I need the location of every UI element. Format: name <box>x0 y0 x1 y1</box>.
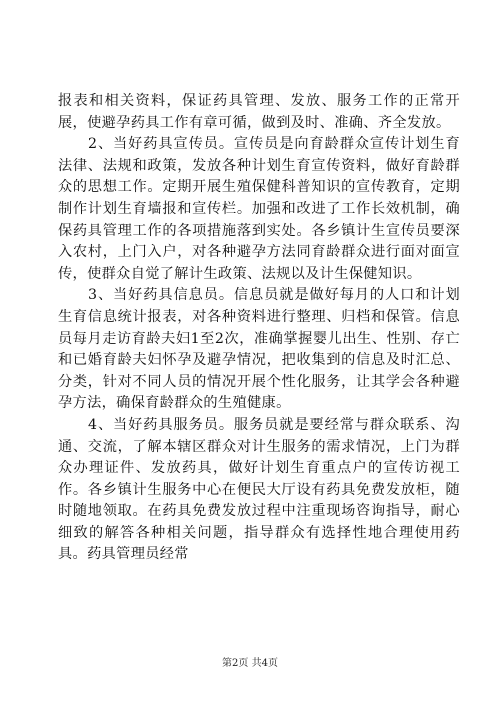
paragraph-information-officer: 3、当好药具信息员。信息员就是做好每月的人口和计划生育信息统计报表，对各种资料进行整理、归档和保管。信息员每月走访育龄夫妇1至2次，准确掌握婴儿出生、性别、存亡和已婚育龄夫妇怀孕及避孕情况，把收集到的信息及时汇总、分类，针对不同人员的情况开展个性化服务，让其学会各种避孕方法，确保育龄群众的生殖健康。 <box>58 287 460 412</box>
page-number-footer: 第2页 共4页 <box>222 658 278 669</box>
document-body <box>58 91 460 566</box>
paragraph-publicity-officer: 2、当好药具宣传员。宣传员是向育龄群众宣传计划生育法律、法规和政策，发放各种计划生育宣传资料，做好育龄群众的思想工作。定期开展生殖保健科普知识的宣传教育，定期制作计划生育墙报和宣传栏。加强和改进了工作长效机制，确保药具管理工作的各项措施落到实处。各乡镇计生宣传员要深入农村，上门入户，对各种避孕方法同育龄群众进行面对面宣传，使群众自觉了解计生政策、法规以及计生保健知识。 <box>58 136 460 282</box>
paragraph-service-officer: 4、当好药具服务员。服务员就是要经常与群众联系、沟通、交流，了解本辖区群众对计生服务的需求情况，上门为群众办理证件、发放药具，做好计划生育重点户的宣传访视工作。各乡镇计生服务中心在便民大厅设有药具免费发放柜，随时随地领取。在药具免费发放过程中注重现场咨询指导，耐心细致的解答各种相关问题，指导群众有选择性地合理使用药具。药具管理员经常 <box>58 416 460 563</box>
paragraph-continuation: 报表和相关资料，保证药具管理、发放、服务工作的正常开展，使避孕药具工作有章可循，做到及时、准确、齐全发放。 <box>58 93 460 131</box>
